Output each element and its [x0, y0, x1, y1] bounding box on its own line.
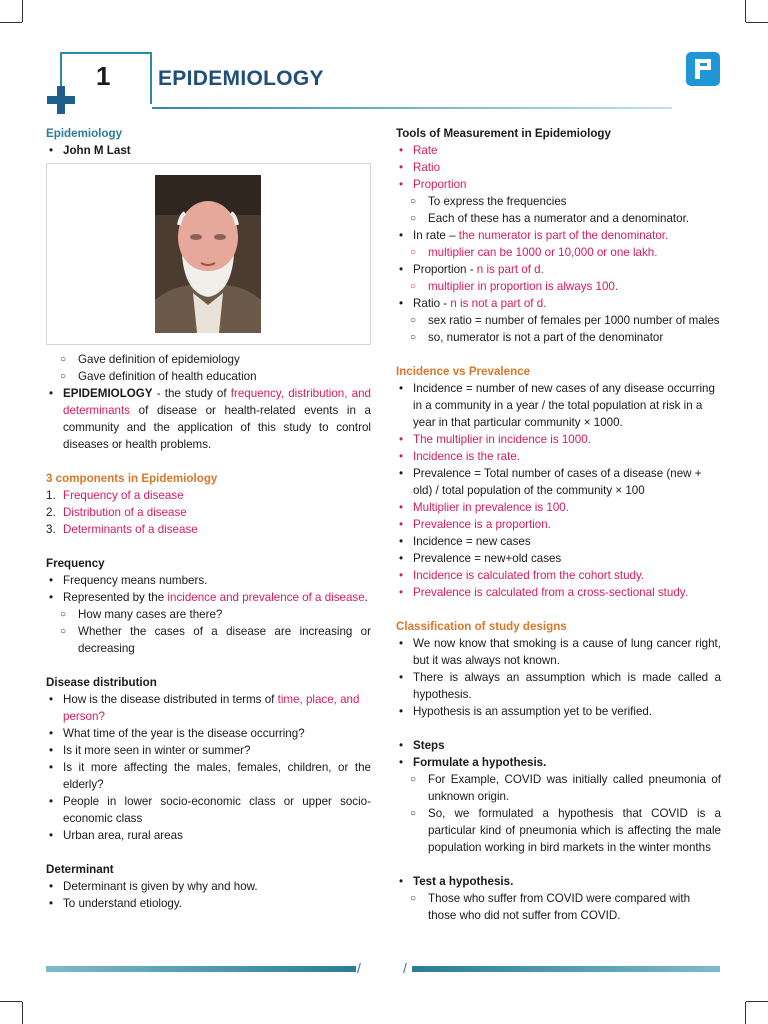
list-item: • Test a hypothesis. — [396, 873, 721, 890]
list-item: 2. Distribution of a disease — [46, 506, 187, 519]
list-item: • Hypothesis is an assumption yet to be verified. — [396, 703, 721, 720]
list-item: • EPIDEMIOLOGY - the study of frequency, distribution, and determinants of disease or health-related events in a community and the application of this study to control diseases or health problems. — [46, 385, 371, 453]
list-item: ○ Gave definition of epidemiology — [46, 351, 371, 368]
list-item: ○ Those who suffer from COVID were compared with those who did not suffer from COVID. — [396, 890, 721, 924]
chapter-number: 1 — [96, 61, 111, 91]
section-title-epidemiology: Epidemiology — [46, 127, 123, 140]
list-item: • Represented by the incidence and prevalence of a disease. — [46, 589, 371, 606]
list-item: • Proportion - n is part of d. — [396, 261, 721, 278]
list-item: ○ multiplier in proportion is always 100. — [396, 278, 721, 295]
list-item: • Prevalence = Total number of cases of a disease (new + old) / total population of the community × 100 — [396, 465, 721, 499]
list-item: • In rate – the numerator is part of the denominator. — [396, 227, 721, 244]
list-item: • People in lower socio-economic class or upper socio-economic class — [46, 793, 371, 827]
list-item: • Frequency means numbers. — [46, 572, 371, 589]
list-item: ○ so, numerator is not a part of the denominator — [396, 329, 721, 346]
list-item: ○ sex ratio = number of females per 1000 number of males — [396, 312, 721, 329]
section-title-frequency: Frequency — [46, 557, 105, 570]
crop-mark — [0, 22, 22, 23]
list-item: • Incidence is the rate. — [396, 448, 721, 465]
section-title-tools: Tools of Measurement in Epidemiology — [396, 127, 611, 140]
list-item: • Incidence = new cases — [396, 533, 721, 550]
list-item: • There is always an assumption which is made called a hypothesis. — [396, 669, 721, 703]
list-item: • The multiplier in incidence is 1000. — [396, 431, 721, 448]
section-title-distribution: Disease distribution — [46, 676, 157, 689]
list-item: • Incidence is calculated from the cohort study. — [396, 567, 721, 584]
left-column — [46, 125, 371, 912]
list-item: ○ So, we formulated a hypothesis that COVID is a particular kind of pneumonia which is affecting the male population working in bird markets in the winter months — [396, 805, 721, 856]
crop-mark — [22, 0, 23, 22]
list-item: • Is it more affecting the males, females, children, or the elderly? — [46, 759, 371, 793]
list-item: • Incidence = number of new cases of any disease occurring in a community in a year / the total population at risk in a year in that particular community × 1000. — [396, 380, 721, 431]
footer-bar-left — [46, 966, 356, 972]
right-column — [396, 125, 721, 924]
list-item: • Prevalence is calculated from a cross-sectional study. — [396, 584, 721, 601]
list-item: ○ For Example, COVID was initially called pneumonia of unknown origin. — [396, 771, 721, 805]
list-item: • We now know that smoking is a cause of lung cancer right, but it was always not known. — [396, 635, 721, 669]
crop-mark — [746, 1001, 768, 1002]
list-item: ○ multiplier can be 1000 or 10,000 or one lakh. — [396, 244, 721, 261]
crop-mark — [746, 22, 768, 23]
list-item: • John M Last — [46, 142, 371, 159]
portrait-frame — [46, 163, 371, 345]
publisher-logo-icon — [686, 52, 720, 86]
list-item: • Determinant is given by why and how. — [46, 878, 371, 895]
crop-mark — [745, 1002, 746, 1024]
list-item: • Rate — [396, 142, 721, 159]
title-rule — [152, 107, 672, 109]
list-item: • Proportion — [396, 176, 721, 193]
list-item: • Multiplier in prevalence is 100. — [396, 499, 721, 516]
section-title-incidence-prevalence: Incidence vs Prevalence — [396, 365, 531, 378]
list-item: • Steps — [396, 737, 721, 754]
crop-mark — [22, 1002, 23, 1024]
footer-slash: / — [403, 960, 407, 976]
list-item: • Prevalence is a proportion. — [396, 516, 721, 533]
list-item: ○ Gave definition of health education — [46, 368, 371, 385]
list-item: ○ To express the frequencies — [396, 193, 721, 210]
crop-mark — [0, 1001, 22, 1002]
list-item: ○ Each of these has a numerator and a denominator. — [396, 210, 721, 227]
section-title-study-designs: Classification of study designs — [396, 620, 567, 633]
list-item: 1. Frequency of a disease — [46, 489, 184, 502]
list-item: ○ Whether the cases of a disease are increasing or decreasing — [46, 623, 371, 657]
list-item: • Is it more seen in winter or summer? — [46, 742, 371, 759]
section-title-determinant: Determinant — [46, 863, 114, 876]
plus-icon — [57, 86, 65, 114]
chapter-frame-divider — [150, 52, 152, 104]
crop-mark — [745, 0, 746, 22]
list-item: • Urban area, rural areas — [46, 827, 371, 844]
list-item: • Ratio — [396, 159, 721, 176]
list-item: • How is the disease distributed in terms of time, place, and person? — [46, 691, 371, 725]
portrait-photo — [155, 175, 261, 333]
list-item: • Formulate a hypothesis. — [396, 754, 721, 771]
list-item: • Ratio - n is not a part of d. — [396, 295, 721, 312]
footer-slash: / — [357, 960, 361, 976]
list-item: • What time of the year is the disease occurring? — [46, 725, 371, 742]
section-title-components: 3 components in Epidemiology — [46, 472, 218, 485]
list-item: • To understand etiology. — [46, 895, 371, 912]
list-item: ○ How many cases are there? — [46, 606, 371, 623]
footer-bar-right — [412, 966, 720, 972]
list-item: • Prevalence = new+old cases — [396, 550, 721, 567]
chapter-title: EPIDEMIOLOGY — [158, 67, 324, 90]
list-item: 3. Determinants of a disease — [46, 523, 198, 536]
